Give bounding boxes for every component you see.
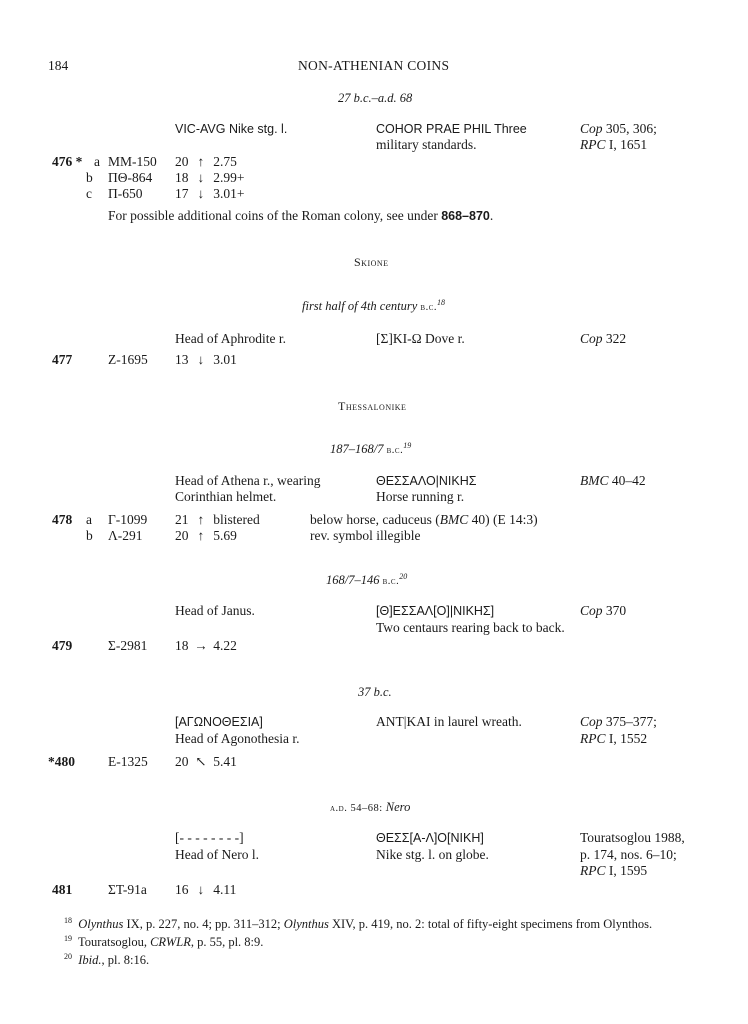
obverse-description: Head of Nero l. <box>175 847 259 862</box>
coin-data: 18 → 4.22 <box>175 638 237 653</box>
coin-data: 13 ↓ 3.01 <box>175 352 237 367</box>
period-heading: 187–168/7 b.c.$^{19}$ <box>330 440 412 456</box>
period-heading: 27 b.c.–a.d. 68 <box>338 91 413 105</box>
obverse-description: Head of Aphrodite r. <box>175 331 286 346</box>
reference: Touratsoglou 1988, <box>580 830 685 845</box>
variant-letter: c <box>86 186 92 201</box>
mint-heading: Skione <box>354 255 389 269</box>
period-heading: 168/7–146 b.c.$^{20}$ <box>326 571 408 587</box>
inventory-number: Π-650 <box>108 186 143 201</box>
coin-data: 20 ↖ 5.41 <box>175 754 237 769</box>
mint-heading: Thessalonike <box>338 399 407 413</box>
footnote: $^{20}$ Ibid., pl. 8:16. <box>64 951 150 967</box>
reference: Cop 375–377; <box>580 714 657 729</box>
inventory-number: Λ-291 <box>108 528 143 543</box>
entry-number: 478 <box>52 512 73 527</box>
footnote: $^{18}$ Olynthus IX, p. 227, no. 4; pp. 311–312; Olynthus XIV, p. 419, no. 2: total of fifty-eight specimens from Olynthos. <box>64 915 653 931</box>
coin-data: 18 ↓ 2.99+ <box>175 170 245 185</box>
variant-letter: b <box>86 528 93 543</box>
obverse-legend: VIC-AVG Nike stg. l. <box>175 122 288 136</box>
reverse-legend: COHOR PRAE PHIL Three <box>376 122 527 136</box>
variant-note: rev. symbol illegible <box>310 528 421 543</box>
inventory-number: MM-150 <box>108 154 157 169</box>
period-heading: first half of 4th century b.c.$^{18}$ <box>302 297 445 313</box>
reference: p. 174, nos. 6–10; <box>580 847 677 862</box>
variant-note: below horse, caduceus (BMC 40) (E 14:3) <box>310 512 538 527</box>
obverse-description: Corinthian helmet. <box>175 489 277 504</box>
reverse-description: Nike stg. l. on globe. <box>376 847 489 862</box>
die-axis-icon: ↓ <box>197 352 205 367</box>
die-axis-icon: ↑ <box>197 528 205 543</box>
reverse-legend: ΘΕΣΣΑΛΟ|ΝΙΚΗΣ <box>376 474 477 488</box>
obverse-legend: [ΑΓΩΝΟΘΕΣΙΑ] <box>175 715 263 729</box>
inventory-number: ΣΤ-91a <box>108 882 147 897</box>
entry-number: 479 <box>52 638 73 653</box>
entry-number: 477 <box>52 352 73 367</box>
reverse-legend: [Σ]ΚΙ-Ω Dove r. <box>376 331 465 346</box>
coin-data: 20 ↑ 5.69 <box>175 528 237 543</box>
obverse-description: Head of Agonothesia r. <box>175 731 300 746</box>
page-number: 184 <box>48 58 69 73</box>
coin-data: 17 ↓ 3.01+ <box>175 186 245 201</box>
die-axis-icon: ↓ <box>197 186 205 201</box>
reference: RPC I, 1595 <box>580 863 648 878</box>
variant-letter: a <box>94 154 100 169</box>
die-axis-icon: ↓ <box>197 170 205 185</box>
reverse-legend: ΘΕΣΣ[Α-Λ]Ο[ΝΙΚΗ] <box>376 831 484 845</box>
entry-number: 476 * <box>52 154 83 169</box>
period-heading: 37 b.c. <box>358 685 392 699</box>
reverse-legend: ΑΝΤ|ΚΑΙ in laurel wreath. <box>376 714 522 729</box>
footnote: $^{19}$ Touratsoglou, CRWLR, p. 55, pl. 8:9. <box>64 933 264 949</box>
inventory-number: Γ-1099 <box>108 512 148 527</box>
inventory-number: ΠΘ-864 <box>108 170 153 185</box>
coin-data: 21 ↑ blistered <box>175 512 260 527</box>
reference: Cop 305, 306; <box>580 121 657 136</box>
reference: RPC I, 1651 <box>580 137 648 152</box>
reference: Cop 322 <box>580 331 627 346</box>
die-axis-icon: → <box>194 638 208 653</box>
reverse-description: Horse running r. <box>376 489 465 504</box>
entry-number: 481 <box>52 882 73 897</box>
coin-data: 16 ↓ 4.11 <box>175 882 237 897</box>
die-axis-icon: ↓ <box>197 882 205 897</box>
running-title: NON-ATHENIAN COINS <box>298 58 450 73</box>
inventory-number: Σ-2981 <box>108 638 148 653</box>
inventory-number: E-1325 <box>108 754 148 769</box>
variant-letter: a <box>86 512 92 527</box>
obverse-description: Head of Janus. <box>175 603 255 618</box>
reverse-description: military standards. <box>376 137 477 152</box>
coin-data: 20 ↑ 2.75 <box>175 154 237 169</box>
die-axis-icon: ↑ <box>197 154 205 169</box>
inventory-number: Z-1695 <box>108 352 148 367</box>
reverse-legend: [Θ]ΕΣΣΑΛ[Ο]|ΝΙΚΗΣ] <box>376 604 495 618</box>
reference: RPC I, 1552 <box>580 731 648 746</box>
reference: BMC 40–42 <box>580 473 646 488</box>
obverse-legend: [- - - - - - - -] <box>175 830 244 845</box>
entry-number: *480 <box>48 754 75 769</box>
die-axis-icon: ↑ <box>197 512 205 527</box>
period-heading: a.d. 54–68: Nero <box>330 800 411 814</box>
variant-letter: b <box>86 170 93 185</box>
section-note: For possible additional coins of the Roman colony, see under 868–870. <box>108 208 494 223</box>
reference: Cop 370 <box>580 603 627 618</box>
reverse-description: Two centaurs rearing back to back. <box>376 620 565 635</box>
die-axis-icon: ↖ <box>195 754 207 769</box>
obverse-description: Head of Athena r., wearing <box>175 473 321 488</box>
